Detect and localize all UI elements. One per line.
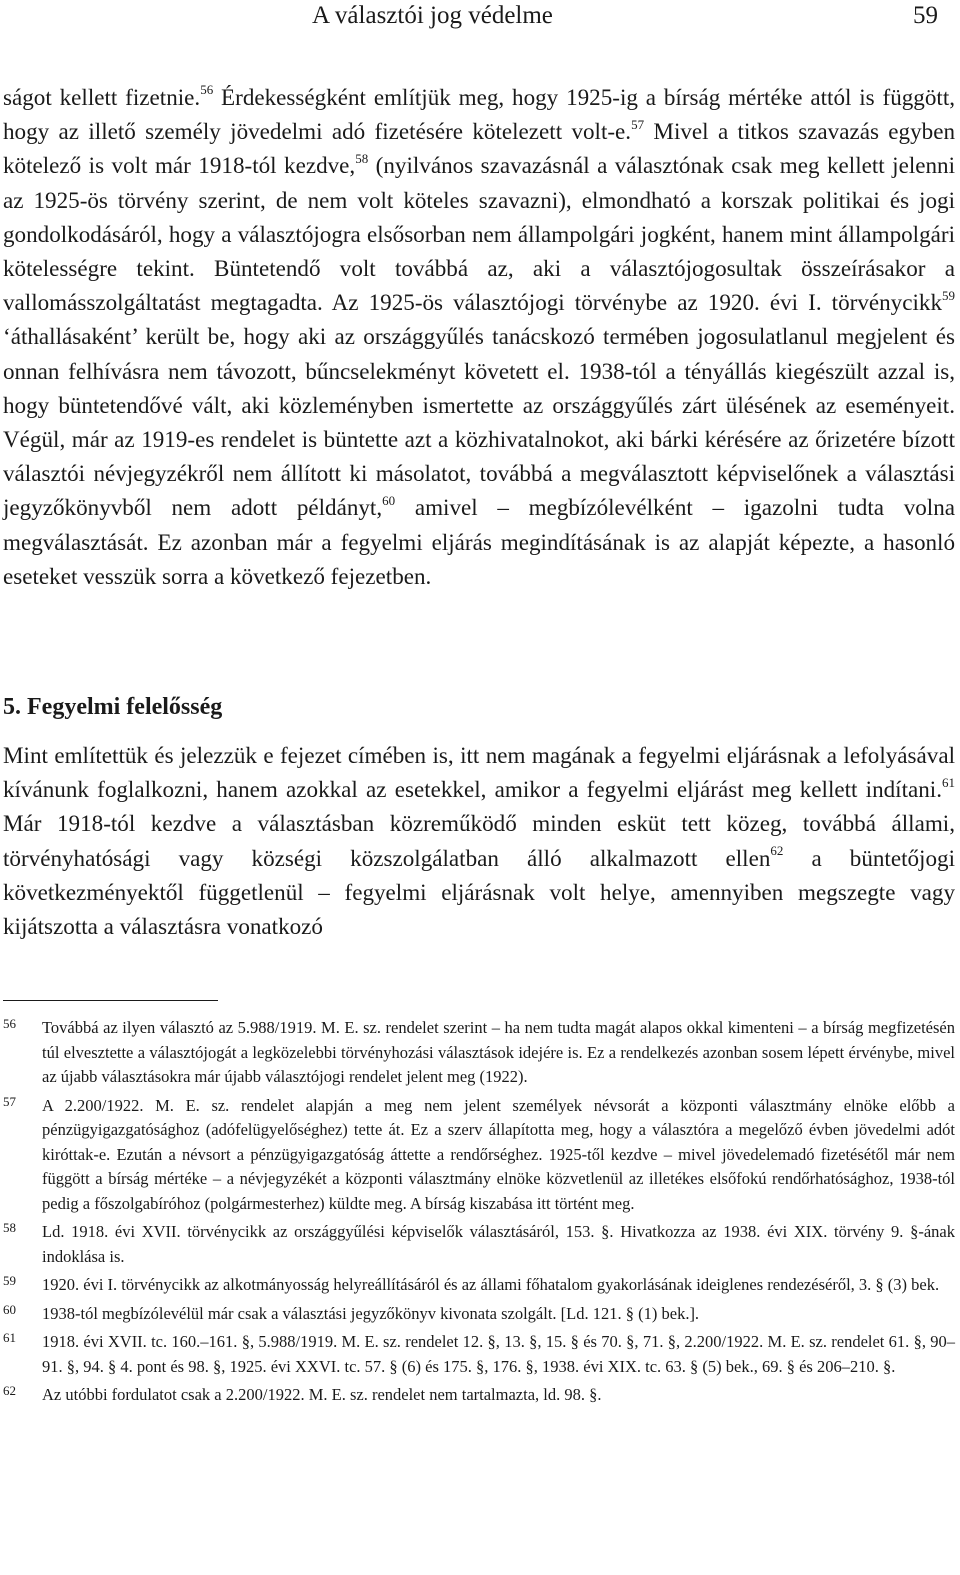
footnote-reference: 59	[942, 287, 955, 303]
footnote-text: A 2.200/1922. M. E. sz. rendelet alapján a meg nem jelent személyek névsorát a központi választmány elnöke előbb a pénzügyigazgatósághoz (adófelügyelőséghez) tette át. Ez a szerv állapította meg, hogy a választóra a megelőző évben jövedelmi adót kiróttak-e. Ezután a névsort a pénzügyigazgatóság áttette a rendőrséghez. 1925-től kezdve – mivel jövedelemadó fizetésétől már nem függött a bírság mértéke – a névjegyzékét a központi választmány elnöke közvetlenül az illetékes elsőfokú rendőrhatósághoz, 1938-tól pedig a főszolgabíróhoz (polgármesterhez) küldte meg. A bírság kiszabása itt történt meg.	[42, 1095, 955, 1213]
footnote-item	[3, 1383, 955, 1408]
footnote-reference: 58	[355, 150, 369, 166]
footnote-number: 62	[3, 1383, 16, 1398]
footnote-item	[3, 1273, 955, 1298]
footnote-number: 56	[3, 1016, 16, 1031]
footnote-reference: 56	[200, 82, 214, 98]
text-run: ságot kellett fizetnie.	[3, 84, 201, 110]
footnote-text: Az utóbbi fordulatot csak a 2.200/1922. M. E. sz. rendelet nem tartalmazta, ld. 98. §.	[42, 1385, 602, 1404]
footnote-text: 1918. évi XVII. tc. 160.–161. §, 5.988/1919. M. E. sz. rendelet 12. §, 13. §, 15. § és 70. §, 71. §, 2.200/1922. M. E. sz. rendelet 61. §, 90–91. §, 94. § 4. pont és 98. §, 1925. évi XXVI. tc. 57. § (6) és 175. §, 176. §, 1938. évi XIX. tc. 63. § (5) bek., 69. § és 206–210. §.	[42, 1332, 955, 1376]
text-run: ‘áthallásaként’ került be, hogy aki az országgyűlés tanácskozó termében jogosulatlanul megjelent és onnan felhívásra nem távozott, bűncselekményt követett el. 1938-tól a tényállás kiegészült azzal is, hogy büntetendővé vált, aki közleményben ismertette az országgyűlés zárt ülésének az eseményeit. Végül, már az 1919-es rendelet is büntette azt a közhivatalnokot, aki bárki kérésére az őrizetére bízott választói névjegyzékről nem állított ki másolatot, továbbá a megválasztott képviselőnek a választási jegyzőkönyvből nem adott példányt,	[3, 323, 955, 521]
footnote-number: 61	[3, 1330, 16, 1345]
footnote-number: 59	[3, 1273, 16, 1288]
running-title: A választói jog védelme	[312, 2, 553, 29]
text-run: a büntetőjogi következményektől függetlenül – fegyelmi eljárásnak volt helye, amennyiben megszegte vagy kijátszotta a választásra vonatkozó	[3, 844, 955, 940]
footnote-reference: 61	[942, 774, 955, 790]
text-run: Érdekességként említjük meg, hogy 1925-ig a bírság mértéke attól is függött, hogy az illető személy jövedelmi adó fizetésére kötelezett volt-e.	[3, 84, 956, 145]
footnote-reference: 62	[770, 842, 784, 858]
footnote-text: Továbbá az ilyen választó az 5.988/1919. M. E. sz. rendelet szerint – ha nem tudta magát alapos okkal kimenteni – a bírság megfizetésén túl elvesztette a választójogát a legközelebbi törvényhozási választások idejére is. Ez a rendelkezés azonban sosem lépett érvénybe, mivel az újabb választásokra már újabb választójogi rendelet jelent meg (1922).	[42, 1018, 955, 1086]
footnote-text: Ld. 1918. évi XVII. törvénycikk az országgyűlési képviselők választásáról, 153. §. Hivatkozza az 1938. évi XIX. törvény 9. §-ának indoklása is.	[42, 1222, 955, 1266]
footnote-reference: 60	[382, 492, 396, 508]
footnote-item	[3, 1330, 955, 1379]
footnote-text: 1920. évi I. törvénycikk az alkotmányosság helyreállításáról és az állami főhatalom gyakorlásának ideiglenes rendezéséről, 3. § (3) bek.	[42, 1275, 940, 1294]
text-run: Mint említettük és jelezzük e fejezet címében is, itt nem magának a fegyelmi eljárásnak a lefolyásával kívánunk foglalkozni, hanem azokkal az esetekkel, amikor a fegyelmi eljárást meg kellett indítani.	[3, 742, 955, 803]
footnote-item	[3, 1220, 955, 1269]
page-number: 59	[913, 2, 938, 29]
footnote-number: 58	[3, 1220, 16, 1235]
footnote-text: 1938-tól megbízólevélül már csak a választási jegyzőkönyv kivonata szolgált. [Ld. 121. § (1) bek.].	[42, 1303, 700, 1323]
footnote-item	[3, 1302, 955, 1327]
text-run: Már 1918-tól kezdve a választásban közreműködő minden esküt tett közeg, továbbá állami, törvényhatósági vagy községi közszolgálatban álló alkalmazott ellen	[3, 810, 955, 871]
text-run: (nyilvános szavazásnál a választónak csak meg kellett jelenni az 1925-ös törvény szerint, de nem volt köteles szavazni), elmondható a korszak politikai és jogi gondolkodásáról, hogy a választójogra elsősorban nem állampolgári jogként, hanem mint állampolgári kötelességre tekint. Büntetendő volt továbbá az, aki a választójogosultak összeírásakor a vallomásszolgáltatást megtagadta. Az 1925-ös választójogi törvénybe az 1920. évi I. törvénycikk	[3, 152, 955, 316]
footnote-number: 60	[3, 1301, 16, 1317]
footnote-number: 57	[3, 1093, 16, 1109]
text-run: amivel – megbízólevélként – igazolni tudta volna megválasztását. Ez azonban már a fegyelmi eljárás megindításának is az alapját képezte, a hasonló eseteket vesszük sorra a következő fejezetben.	[3, 494, 955, 589]
footnote-list	[3, 1016, 955, 1412]
running-header	[0, 0, 960, 40]
section-heading: 5. Fegyelmi felelősség	[3, 694, 223, 720]
footnote-reference: 57	[631, 116, 645, 132]
footnote-item	[3, 1016, 955, 1090]
text-run: Mivel a titkos szavazás egyben kötelező is volt már 1918-tól kezdve,	[3, 118, 955, 179]
footnote-item	[3, 1094, 955, 1217]
footnote-divider	[3, 1000, 218, 1001]
body-paragraph-1	[3, 80, 955, 593]
body-paragraph-2	[3, 738, 955, 943]
